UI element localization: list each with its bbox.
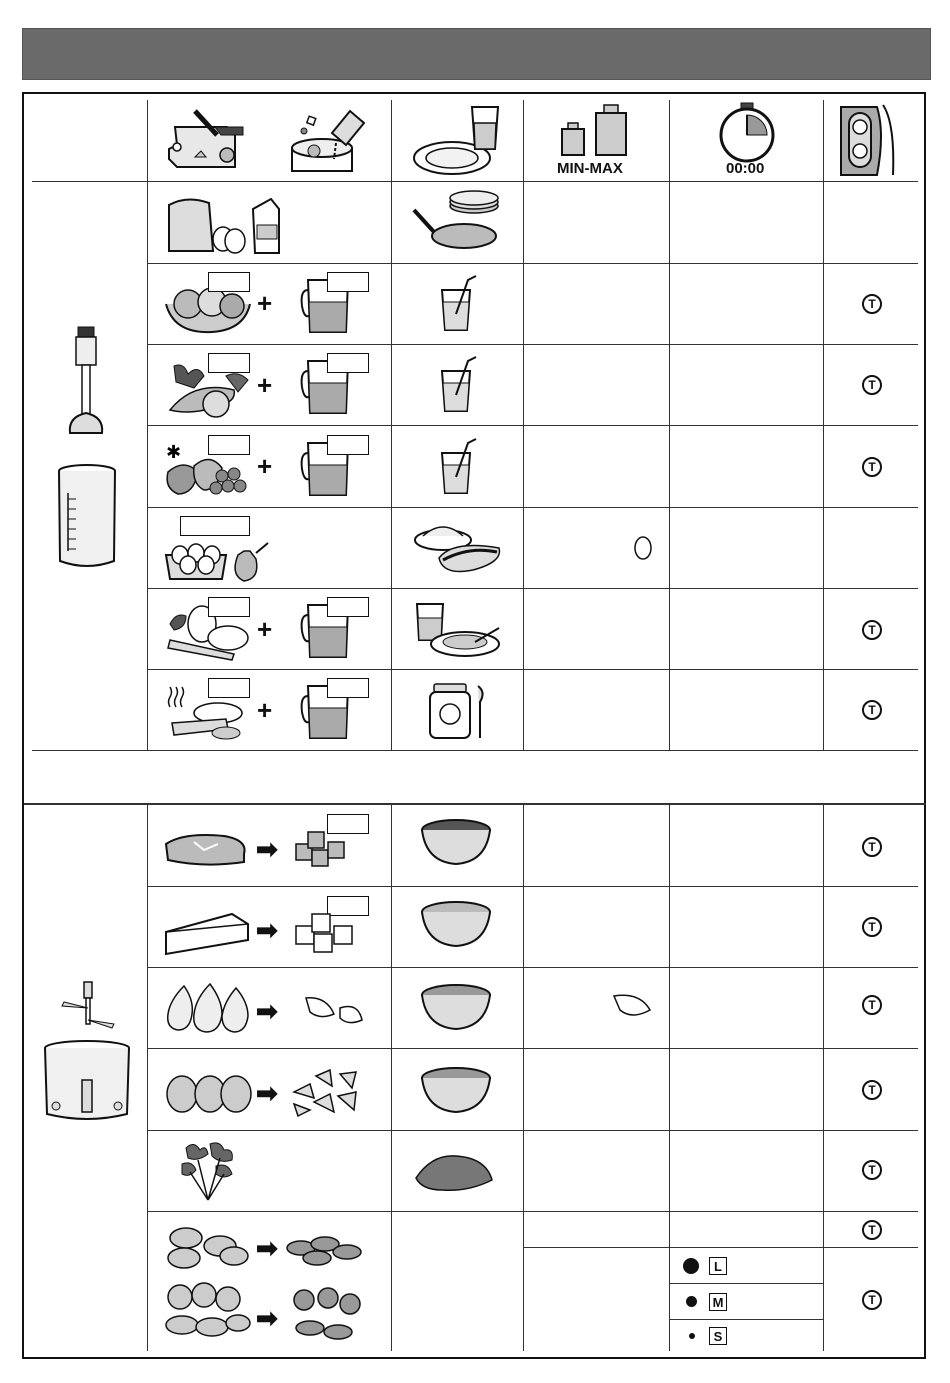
- onion-pieces-icon: [290, 1068, 366, 1118]
- stopwatch-icon: [717, 103, 777, 163]
- plus-sign: +: [257, 614, 273, 644]
- arrow-icon: ➡: [256, 915, 278, 945]
- arrow-icon: ➡: [256, 996, 278, 1026]
- mayonnaise-hotdog-icon: [413, 518, 505, 578]
- arrow-icon: ➡: [256, 1303, 278, 1333]
- plus-sign: +: [257, 288, 273, 318]
- plus-sign: +: [257, 451, 273, 481]
- soup-bowl-icon: [413, 600, 503, 660]
- egg-icon: [633, 535, 653, 561]
- quantity-label: MIN-MAX: [557, 160, 623, 177]
- parsley-icon: [176, 1140, 240, 1202]
- turbo-icon: T: [862, 917, 882, 937]
- cheese-cubes-icon: [292, 912, 358, 958]
- turbo-icon: T: [862, 294, 882, 314]
- chopped-mixed-nuts-icon: [290, 1286, 366, 1344]
- turbo-icon: T: [862, 1220, 882, 1240]
- turbo-icon: T: [862, 837, 882, 857]
- meat-cubes-icon: [292, 830, 352, 870]
- cutting-board-icon: [165, 105, 255, 175]
- turbo-icon: T: [862, 1160, 882, 1180]
- beaker-icon: [56, 463, 118, 571]
- pouring-into-beaker-icon: [290, 103, 370, 178]
- section-header-bar: [22, 28, 931, 80]
- baby-food-jar-icon: [428, 682, 490, 742]
- chopped-meat-bowl-icon: [418, 818, 494, 866]
- handle-buttons-icon: [839, 103, 915, 177]
- arrow-icon: ➡: [256, 1078, 278, 1108]
- drink-with-straw-icon: [438, 274, 478, 332]
- turbo-icon: T: [862, 1290, 882, 1310]
- turbo-icon: T: [862, 620, 882, 640]
- time-label: 00:00: [726, 160, 765, 177]
- speed-label-m: M: [709, 1293, 727, 1311]
- chopped-onion-bowl-icon: [418, 1066, 494, 1114]
- mixed-nuts-icon: [164, 1283, 252, 1343]
- chopped-herbs-icon: [412, 1148, 496, 1194]
- turbo-icon: T: [862, 457, 882, 477]
- grated-cheese-bowl-icon: [418, 900, 494, 948]
- chopper-bowl-icon: [42, 1040, 132, 1124]
- plate-and-glass-icon: [412, 103, 502, 178]
- speed-label-l: L: [709, 1257, 727, 1275]
- speed-label-s: S: [709, 1327, 727, 1345]
- weights-icon: [558, 105, 638, 160]
- cheese-icon: [164, 910, 252, 956]
- flour-eggs-milk-icon: [165, 195, 285, 255]
- chopper-blade-icon: [60, 980, 116, 1030]
- turbo-icon: T: [862, 375, 882, 395]
- speed-dot-small: [689, 1333, 695, 1339]
- turbo-icon: T: [862, 995, 882, 1015]
- eggs-and-oil-icon: [164, 535, 274, 583]
- plus-sign: +: [257, 695, 273, 725]
- garlic-cloves-icon: [300, 992, 366, 1028]
- drink-with-straw-icon: [438, 437, 478, 495]
- plus-sign: +: [257, 370, 273, 400]
- turbo-icon: T: [862, 700, 882, 720]
- drink-with-straw-icon: [438, 355, 478, 413]
- pancakes-in-pan-icon: [412, 192, 502, 254]
- blender-foot-icon: [66, 325, 106, 437]
- onion-icon: [164, 1068, 254, 1118]
- turbo-icon: T: [862, 1080, 882, 1100]
- garlic-icon: [164, 980, 254, 1034]
- speed-dot-large: [683, 1258, 699, 1274]
- arrow-icon: ➡: [256, 834, 278, 864]
- almonds-icon: [285, 1232, 367, 1268]
- meat-icon: [164, 832, 248, 868]
- garlic-clove-icon: [612, 992, 654, 1020]
- chopped-garlic-bowl-icon: [418, 983, 494, 1031]
- arrow-icon: ➡: [256, 1233, 278, 1263]
- svg-text:✱: ✱: [166, 442, 182, 463]
- almonds-shell-icon: [164, 1222, 252, 1274]
- speed-dot-medium: [686, 1296, 697, 1307]
